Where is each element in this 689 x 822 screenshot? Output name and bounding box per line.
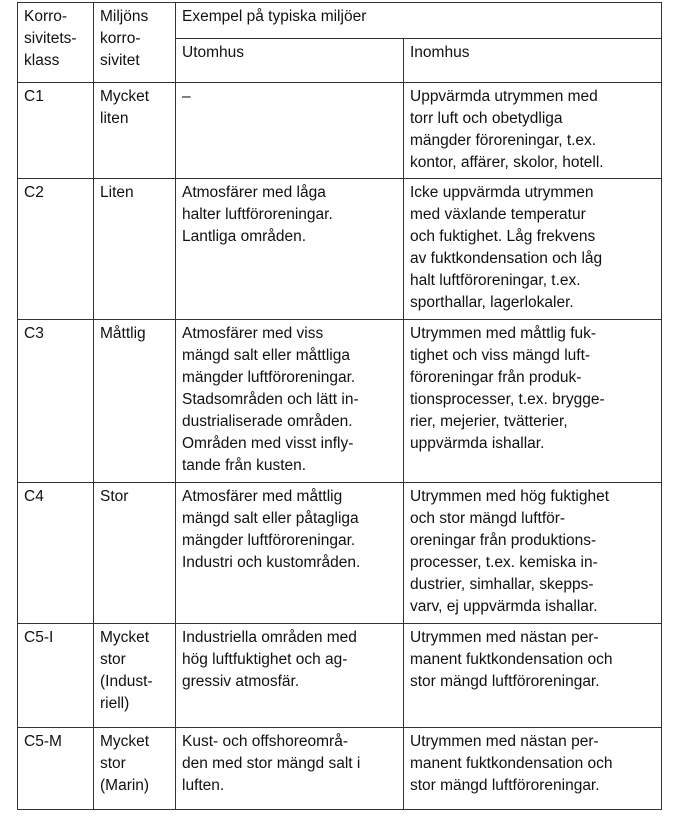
- class-value: C5-M: [24, 733, 62, 750]
- header-outdoor-label: Utomhus: [182, 44, 245, 61]
- table-row: [18, 624, 662, 728]
- outdoor-value: Kust- och offshoreområ- den med stor mängd salt i luften.: [182, 733, 361, 794]
- corrosivity-value: Mycket stor (Indust- riell): [100, 629, 153, 712]
- header-outdoor-cell: [176, 39, 404, 83]
- indoor-value: Utrymmen med nästan per- manent fuktkondensation och stor mängd luftföroreningar.: [410, 733, 613, 794]
- corrosivity-cell: [94, 483, 176, 624]
- corrosivity-cell: [94, 320, 176, 483]
- header-indoor-cell: [404, 39, 662, 83]
- indoor-cell: [404, 728, 662, 810]
- indoor-value: Icke uppvärmda utrymmen med växlande temperatur och fuktighet. Låg frekvens av fuktkondensation och låg halt luftföroreningar, t.ex. sporthallar, lagerlokaler.: [410, 184, 603, 311]
- class-cell: [18, 320, 94, 483]
- class-cell: [18, 728, 94, 810]
- header-examples-cell: [176, 3, 662, 39]
- header-indoor-label: Inomhus: [410, 44, 470, 61]
- corrosivity-cell: [94, 83, 176, 179]
- corrosivity-value: Måttlig: [100, 325, 146, 342]
- outdoor-cell: [176, 179, 404, 320]
- indoor-value: Utrymmen med måttlig fuk- tighet och viss mängd luft- föroreningar från produk- tionsprocesser, t.ex. brygge- rier, mejerier, tvätterier, uppvärmda ishallar.: [410, 325, 605, 452]
- outdoor-value: Atmosfärer med måttlig mängd salt eller påtagliga mängder luftföroreningar. Industri och kustområden.: [182, 488, 361, 571]
- indoor-value: Utrymmen med hög fuktighet och stor mängd luftför- oreningar från produktions- processer, t.ex. kemiska in- dustrier, simhallar, skepps- varv, ej uppvärmda ishallar.: [410, 488, 610, 615]
- outdoor-cell: [176, 483, 404, 624]
- class-value: C2: [24, 184, 44, 201]
- indoor-cell: [404, 320, 662, 483]
- header-row: [18, 3, 662, 39]
- class-value: C5-I: [24, 629, 54, 646]
- corrosivity-cell: [94, 624, 176, 728]
- table-row: [18, 83, 662, 179]
- corrosivity-cell: [94, 179, 176, 320]
- outdoor-value: Atmosfärer med viss mängd salt eller måttliga mängder luftföroreningar. Stadsområden och lätt in- dustrialiserade områden. Områden med visst infly- tande från kusten.: [182, 325, 359, 474]
- corrosivity-cell: [94, 728, 176, 810]
- corrosivity-value: Stor: [100, 488, 129, 505]
- outdoor-value: Industriella områden med hög luftfuktighet och ag- gressiv atmosfär.: [182, 629, 357, 690]
- header-corrosivity-cell: [94, 3, 176, 83]
- corrosivity-value: Mycket liten: [100, 88, 150, 127]
- outdoor-cell: [176, 728, 404, 810]
- class-value: C1: [24, 88, 44, 105]
- header-class-cell: [18, 3, 94, 83]
- indoor-cell: [404, 83, 662, 179]
- header-corrosivity-label: Miljöns korro- sivitet: [100, 8, 149, 69]
- indoor-cell: [404, 624, 662, 728]
- table-row: [18, 483, 662, 624]
- indoor-cell: [404, 179, 662, 320]
- indoor-value: Uppvärmda utrymmen med torr luft och obetydliga mängder föroreningar, t.ex. kontor, affärer, skolor, hotell.: [410, 88, 604, 171]
- table-row: [18, 320, 662, 483]
- corrosivity-value: Liten: [100, 184, 134, 201]
- class-cell: [18, 179, 94, 320]
- outdoor-cell: [176, 83, 404, 179]
- table-row: [18, 179, 662, 320]
- outdoor-cell: [176, 624, 404, 728]
- header-class-label: Korro- sivitets- klass: [24, 8, 77, 69]
- outdoor-value: Atmosfärer med låga halter luftföroreningar. Lantliga områden.: [182, 184, 333, 245]
- indoor-cell: [404, 483, 662, 624]
- outdoor-cell: [176, 320, 404, 483]
- class-value: C3: [24, 325, 44, 342]
- table-row: [18, 728, 662, 810]
- corrosivity-value: Mycket stor (Marin): [100, 733, 150, 794]
- class-cell: [18, 83, 94, 179]
- indoor-value: Utrymmen med nästan per- manent fuktkondensation och stor mängd luftföroreningar.: [410, 629, 613, 690]
- outdoor-value: –: [182, 88, 191, 105]
- corrosivity-class-table: [17, 2, 662, 810]
- class-cell: [18, 483, 94, 624]
- class-cell: [18, 624, 94, 728]
- header-examples-label: Exempel på typiska miljöer: [182, 8, 367, 25]
- class-value: C4: [24, 488, 44, 505]
